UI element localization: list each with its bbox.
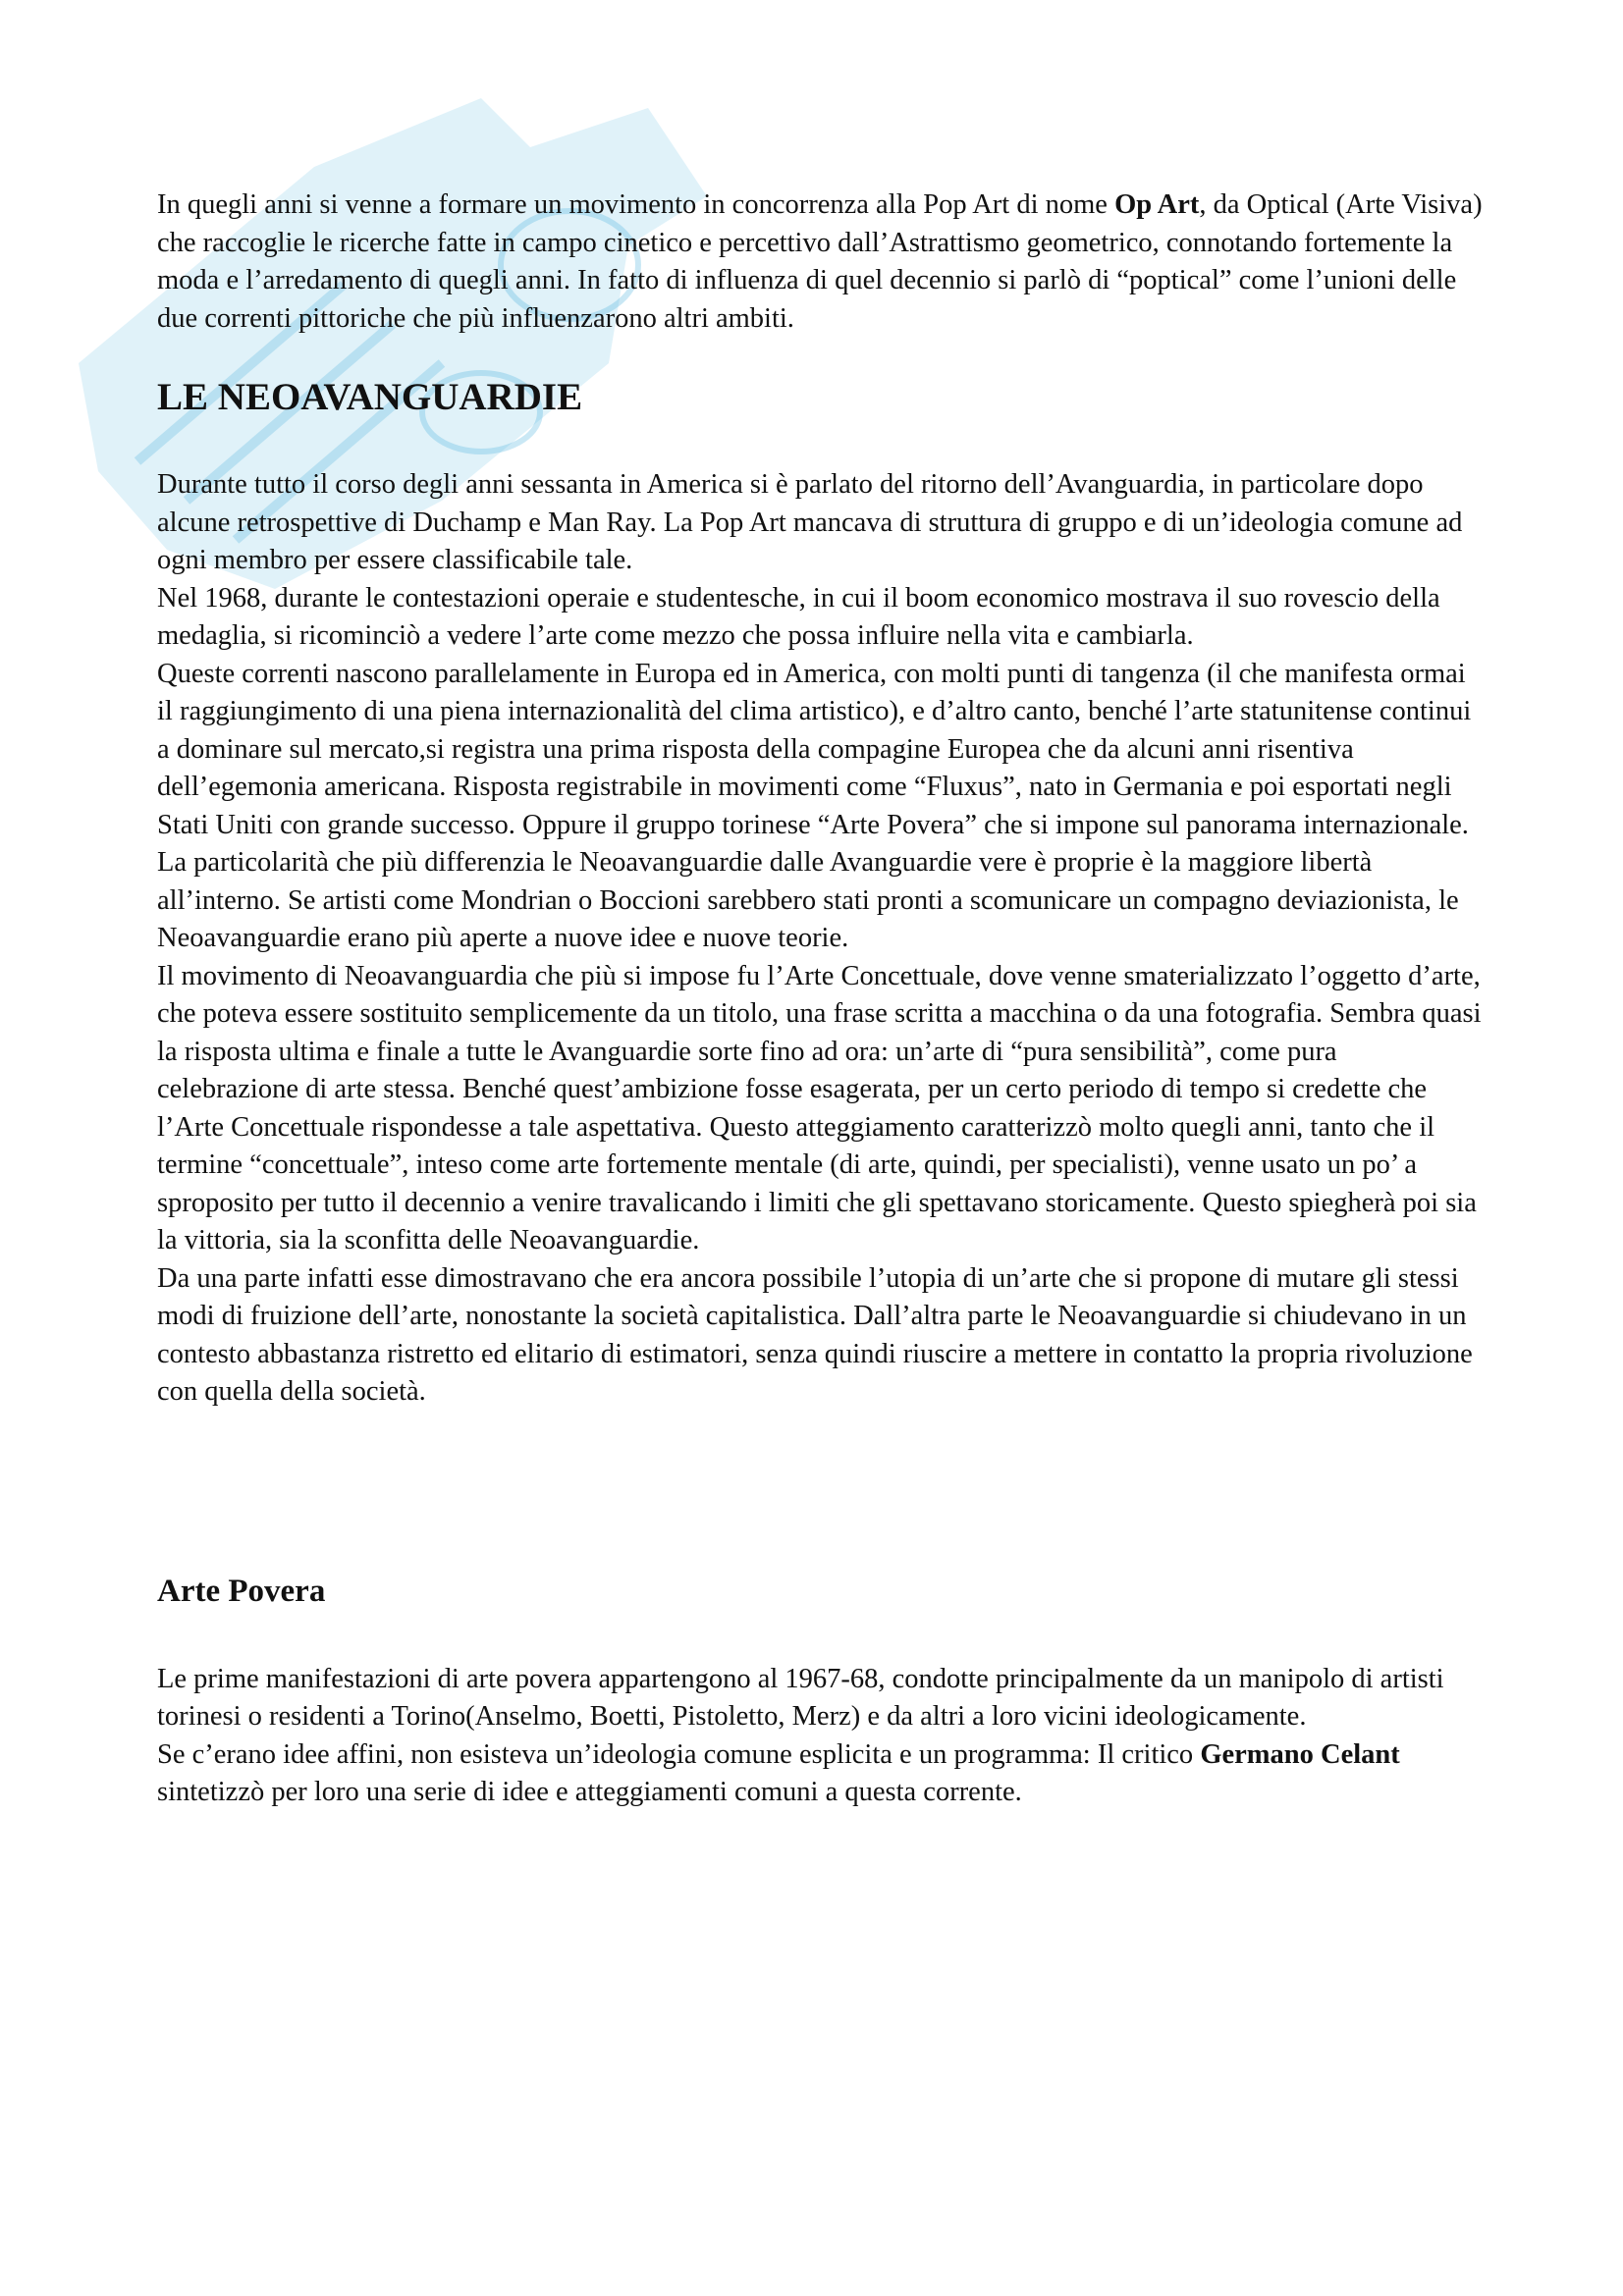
arte-povera-body: [157, 1661, 1483, 1812]
paragraph-neo-3: Queste correnti nascono parallelamente in Europa ed in America, con molti punti di tangenza (il che manifesta ormai il raggiungimento di una piena internazionalità del clima artistico), e d’altro canto, benché l’arte statunitense continui a dominare sul mercato,si registra una prima risposta della compagine Europea che da alcuni anni risentiva dell’egemonia americana. Risposta registrabile in movimenti come “Fluxus”, nato in Germania e poi esportati negli Stati Uniti con grande successo. Oppure il gruppo torinese “Arte Povera” che si impone sul panorama internazionale. La particolarità che più differenzia le Neoavanguardie dalle Avanguardie vere è proprie è la maggiore libertà all’interno. Se artisti come Mondrian o Boccioni sarebbero stati pronti a scomunicare un compagno deviazionista, le Neoavanguardie erano più aperte a nuove idee e nuove teorie.: [157, 658, 1472, 953]
intro-text-1: In quegli anni si venne a formare un movimento in concorrenza alla Pop Art di nome: [157, 189, 1115, 220]
document-page: [157, 187, 1483, 1812]
paragraph-povera-1: Le prime manifestazioni di arte povera appartengono al 1967-68, condotte principalmente da un manipolo di artisti torinesi o residenti a Torino(Anselmo, Boetti, Pistoletto, Merz) e da altri a loro vicini ideologicamente.: [157, 1663, 1444, 1732]
neoavanguardie-body: [157, 466, 1483, 1412]
paragraph-neo-1: Durante tutto il corso degli anni sessanta in America si è parlato del ritorno dell’Avanguardia, in particolare dopo alcune retrospettive di Duchamp e Man Ray. La Pop Art mancava di struttura di gruppo e di un’ideologia comune ad ogni membro per essere classificabile tale.: [157, 469, 1463, 575]
intro-text-2: , da Optical (Arte Visiva) che raccoglie le ricerche fatte in campo cinetico e percettivo dall’Astrattismo geometrico, connotando fortemente la moda e l’arredamento di quegli anni. In fatto di influenza di quel decennio si parlò di “poptical” come l’unioni delle due correnti pittoriche che più influenzarono altri ambiti.: [157, 189, 1483, 334]
povera-text-1: Se c’erano idee affini, non esisteva un’ideologia comune esplicita e un programma: Il critico: [157, 1738, 1201, 1770]
povera-text-2: sintetizzò per loro una serie di idee e atteggiamenti comuni a questa corrente.: [157, 1777, 1022, 1807]
heading-neoavanguardie: LE NEOAVANGUARDIE: [157, 376, 583, 418]
intro-paragraph: [157, 187, 1483, 338]
op-art-bold: Op Art: [1114, 189, 1200, 220]
paragraph-neo-5: Da una parte infatti esse dimostravano che era ancora possibile l’utopia di un’arte che si propone di mutare gli stessi modi di fruizione dell’arte, nonostante la società capitalistica. Dall’altra parte le Neoavanguardie si chiudevano in un contesto abbastanza ristretto ed elitario di estimatori, senza quindi riuscire a mettere in contatto la propria rivoluzione con quella della società.: [157, 1262, 1473, 1407]
paragraph-neo-2: Nel 1968, durante le contestazioni operaie e studentesche, in cui il boom economico mostrava il suo rovescio della medaglia, si ricominciò a vedere l’arte come mezzo che possa influire nella vita e cambiarla.: [157, 582, 1440, 651]
germano-celant-bold: Germano Celant: [1200, 1738, 1400, 1770]
heading-arte-povera: Arte Povera: [157, 1573, 326, 1609]
paragraph-neo-4: Il movimento di Neoavanguardia che più si impose fu l’Arte Concettuale, dove venne smaterializzato l’oggetto d’arte, che poteva essere sostituito semplicemente da un titolo, una frase scritta a macchina o da una fotografia. Sembra quasi la risposta ultima e finale a tutte le Avanguardie sorte fino ad ora: un’arte di “pura sensibilità”, come pura celebrazione di arte stessa. Benché quest’ambizione fosse esagerata, per un certo periodo di tempo si credette che l’Arte Concettuale rispondesse a tale aspettativa. Questo atteggiamento caratterizzò molto quegli anni, tanto che il termine “concettuale”, inteso come arte fortemente mentale (di arte, quindi, per specialisti), venne usato un po’ a sproposito per tutto il decennio a venire travalicando i limiti che gli spettavano storicamente. Questo spiegherà poi sia la vittoria, sia la sconfitta delle Neoavanguardie.: [157, 960, 1482, 1255]
paragraph-povera-2: [157, 1736, 1483, 1812]
